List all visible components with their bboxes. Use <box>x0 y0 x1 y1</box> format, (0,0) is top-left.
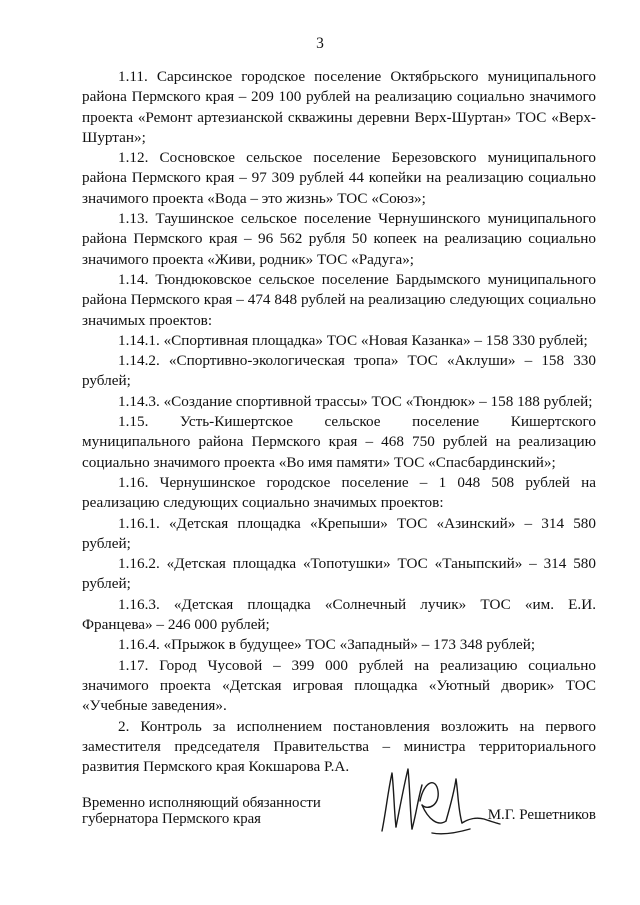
paragraph-2: 2. Контроль за исполнением постановления возложить на первого заместителя председателя Правительства – министра территориального развития Пермского края Кокшарова Р.А. <box>82 717 596 776</box>
paragraph-1-16-3: 1.16.3. «Детская площадка «Солнечный лучик» ТОС «им. Е.И. Францева» – 246 000 рублей; <box>82 595 596 634</box>
paragraph-1-16-4: 1.16.4. «Прыжок в будущее» ТОС «Западный» – 173 348 рублей; <box>118 636 536 654</box>
paragraph-1-14-2: 1.14.2. «Спортивно-экологическая тропа» ТОС «Аклуши» – 158 330 рублей; <box>82 352 596 390</box>
paragraph-1-11: 1.11. Сарсинское городское поселение Октябрьского муниципального района Пермского края – 209 100 рублей на реализацию социально значимого проекта «Ремонт артезианской скважины деревни Верх-Шуртан» ТОС «Верх-Шуртан»; <box>82 68 596 146</box>
paragraph-1-12: 1.12. Сосновское сельское поселение Березовского муниципального района Пермского края – 97 309 рублей 44 копейки на реализацию социально значимого проекта «Вода – это жизнь» ТОС «Союз»; <box>82 149 596 207</box>
signature-block <box>82 795 596 855</box>
signatory-title-line-1: Временно исполняющий обязанности <box>82 795 321 811</box>
page-number: 3 <box>316 35 324 52</box>
paragraph-1-16-1: 1.16.1. «Детская площадка «Крепыши» ТОС «Азинский» – 314 580 рублей; <box>82 514 596 552</box>
paragraph-1-16-2: 1.16.2. «Детская площадка «Топотушки» ТОС «Таныпский» – 314 580 рублей; <box>82 555 596 593</box>
paragraph-1-13: 1.13. Таушинское сельское поселение Чернушинского муниципального района Пермского края – 96 562 рубля 50 копеек на реализацию социально значимого проекта «Живи, родник» ТОС «Радуга»; <box>82 210 596 268</box>
document-body <box>82 67 596 777</box>
signatory-title-line-2: губернатора Пермского края <box>82 811 261 827</box>
signatory-name: М.Г. Решетников <box>487 807 596 823</box>
paragraph-1-14-3: 1.14.3. «Создание спортивной трассы» ТОС «Тюндюк» – 158 188 рублей; <box>118 392 593 410</box>
paragraph-1-17: 1.17. Город Чусовой – 399 000 рублей на реализацию социально значимого проекта «Детская игровая площадка «Уютный дворик» ТОС «Учебные заведения». <box>82 656 596 715</box>
paragraph-1-14-1: 1.14.1. «Спортивная площадка» ТОС «Новая Казанка» – 158 330 рублей; <box>118 331 588 349</box>
handwritten-signature <box>372 761 502 846</box>
paragraph-1-16: 1.16. Чернушинское городское поселение – 1 048 508 рублей на реализацию следующих социально значимых проектов: <box>82 473 596 512</box>
paragraph-1-14: 1.14. Тюндюковское сельское поселение Бардымского муниципального района Пермского края – 474 848 рублей на реализацию следующих социально значимых проектов: <box>82 270 596 329</box>
paragraph-1-15: 1.15. Усть-Кишертское сельское поселение Кишертского муниципального района Пермского края – 468 750 рублей на реализацию социально значимого проекта «Во имя памяти» ТОС «Спасбардинский»; <box>82 413 596 471</box>
